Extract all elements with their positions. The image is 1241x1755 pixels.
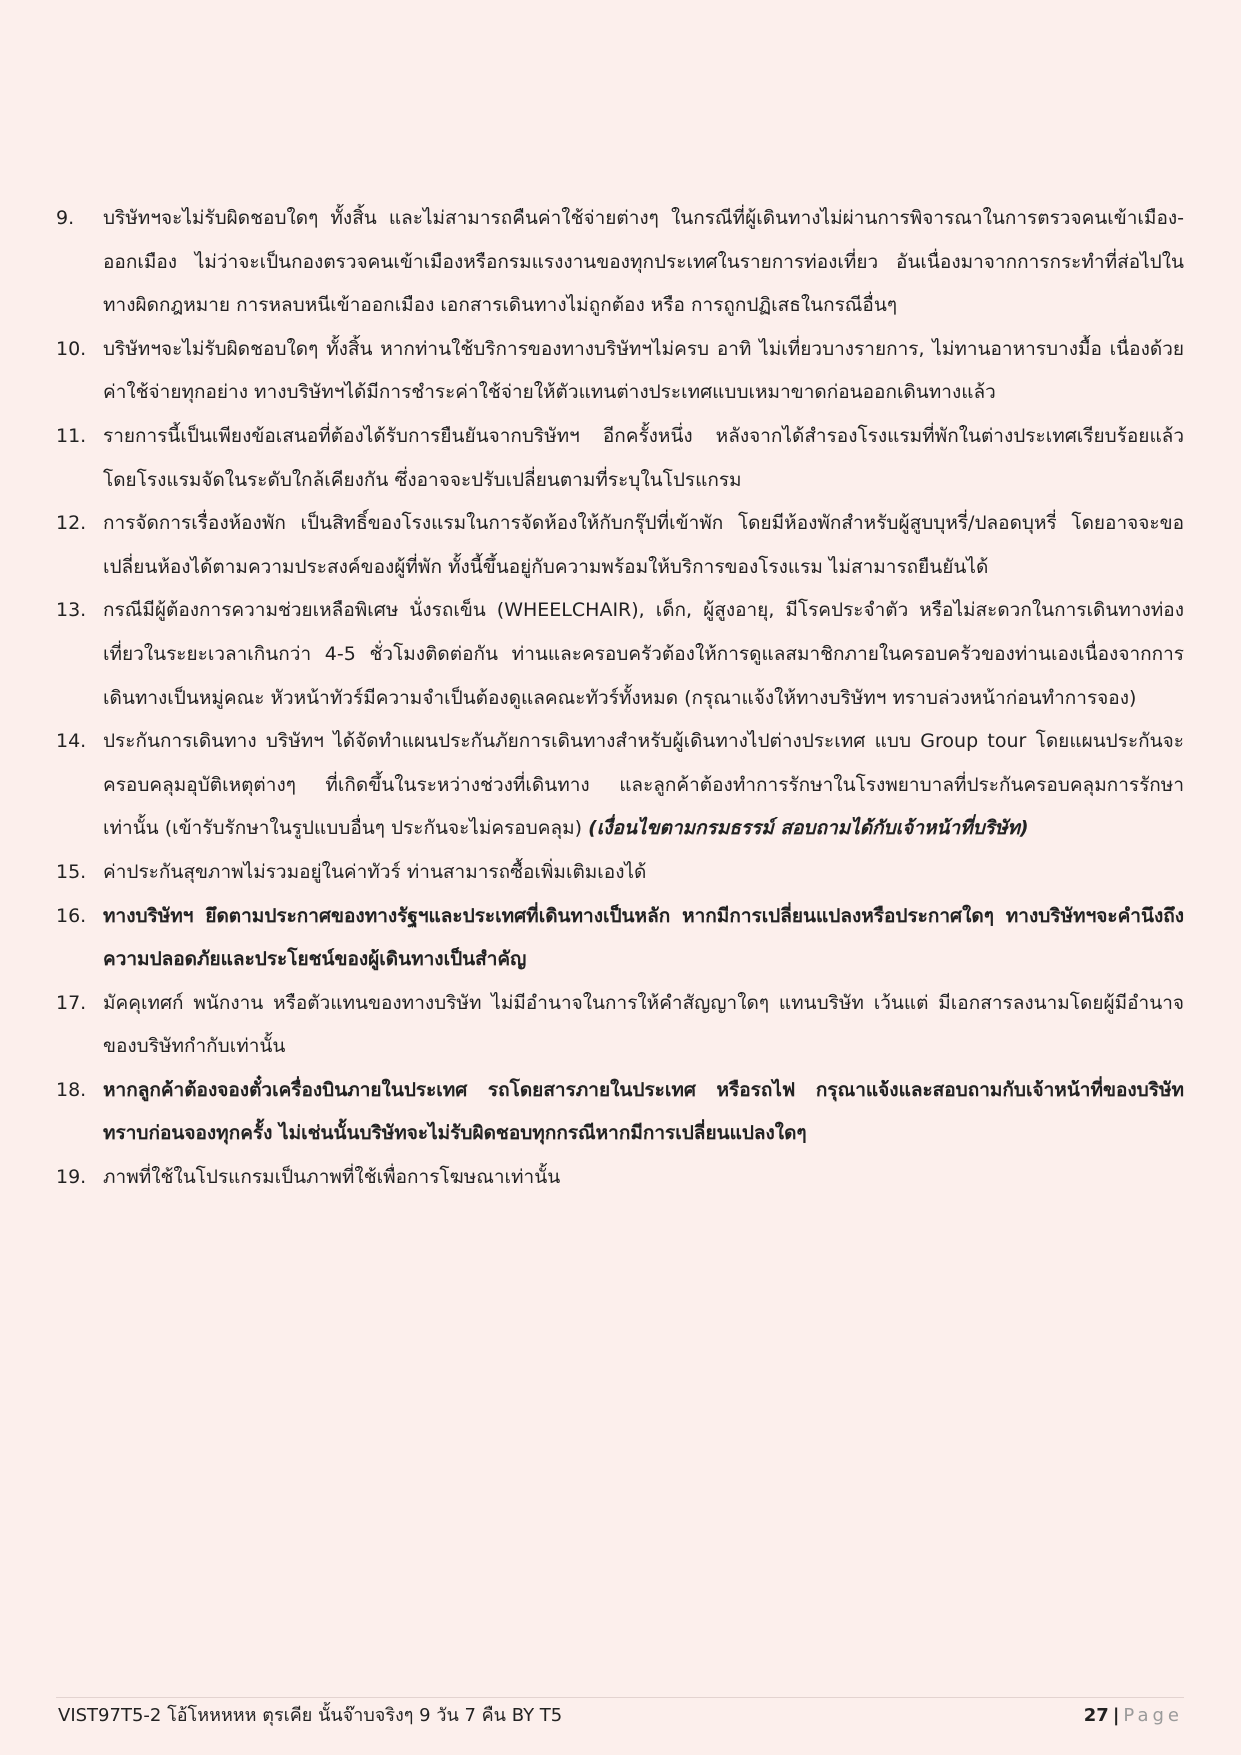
term-text: ค่าประกันสุขภาพไม่รวมอยู่ในค่าทัวร์ ท่านสามารถซื้อเพิ่มเติมเองได้ [103, 860, 647, 883]
term-item-11 [56, 415, 1184, 502]
term-number: 19. [56, 1166, 87, 1189]
term-number: 15. [56, 860, 87, 883]
term-text: รายการนี้เป็นเพียงข้อเสนอที่ต้องได้รับการยืนยันจากบริษัทฯ อีกครั้งหนึ่ง หลังจากได้สำรองโรงแรมที่พักในต่างประเทศเรียบร้อยแล้ว โดยโรงแรมจัดในระดับใกล้เคียงกัน ซึ่งอาจจะปรับเปลี่ยนตามที่ระบุในโปรแกรม [103, 424, 1184, 491]
term-number: 11. [56, 424, 87, 447]
term-item-13 [56, 589, 1184, 720]
term-item-18 [56, 1069, 1184, 1156]
term-number: 14. [56, 730, 87, 753]
term-text: ทางบริษัทฯ ยึดตามประกาศของทางรัฐฯและประเทศที่เดินทางเป็นหลัก หากมีการเปลี่ยนแปลงหรือประกาศใดๆ ทางบริษัทฯจะคำนึงถึงความปลอดภัยและประโยชน์ของผู้เดินทางเป็นสำคัญ [103, 904, 1184, 971]
term-number: 12. [56, 512, 87, 535]
term-note: (เงื่อนไขตามกรมธรรม์ สอบถามได้กับเจ้าหน้าที่บริษัท) [588, 817, 1029, 840]
footer-page-indicator [1084, 1704, 1183, 1728]
term-text: บริษัทฯจะไม่รับผิดชอบใดๆ ทั้งสิ้น หากท่านใช้บริการของทางบริษัทฯไม่ครบ อาทิ ไม่เที่ยวบางรายการ, ไม่ทานอาหารบางมื้อ เนื่องด้วยค่าใช้จ่ายทุกอย่าง ทางบริษัทฯได้มีการชำระค่าใช้จ่ายให้ตัวแทนต่างประเทศแบบเหมาขาดก่อนออกเดินทางแล้ว [103, 337, 1184, 404]
term-number: 18. [56, 1078, 87, 1101]
term-item-14 [56, 720, 1184, 851]
page-label: Page [1123, 1705, 1183, 1726]
term-text: หากลูกค้าต้องจองตั๋วเครื่องบินภายในประเทศ รถโดยสารภายในประเทศ หรือรถไฟ กรุณาแจ้งและสอบถามกับเจ้าหน้าที่ของบริษัททราบก่อนจองทุกครั้ง ไม่เช่นนั้นบริษัทจะไม่รับผิดชอบทุกกรณีหากมีการเปลี่ยนแปลงใดๆ [103, 1078, 1184, 1145]
term-number: 13. [56, 599, 87, 622]
term-item-19 [56, 1156, 1184, 1200]
term-number: 16. [56, 904, 87, 927]
term-item-16 [56, 895, 1184, 982]
page-separator: | [1112, 1705, 1120, 1726]
term-item-15 [56, 851, 1184, 895]
term-item-9 [56, 197, 1184, 328]
term-item-17 [56, 982, 1184, 1069]
term-text: การจัดการเรื่องห้องพัก เป็นสิทธิ์ของโรงแรมในการจัดห้องให้กับกรุ๊ปที่เข้าพัก โดยมีห้องพักสำหรับผู้สูบบุหรี่/ปลอดบุหรี่ โดยอาจจะขอเปลี่ยนห้องได้ตามความประสงค์ของผู้ที่พัก ทั้งนี้ขึ้นอยู่กับความพร้อมให้บริการของโรงแรม ไม่สามารถยืนยันได้ [103, 512, 1184, 578]
term-number: 10. [56, 337, 87, 360]
term-text: ภาพที่ใช้ในโปรแกรมเป็นภาพที่ใช้เพื่อการโฆษณาเท่านั้น [103, 1166, 561, 1189]
term-text: ประกันการเดินทาง บริษัทฯ ได้จัดทำแผนประกันภัยการเดินทางสำหรับผู้เดินทางไปต่างประเทศ แบบ Group tour โดยแผนประกันจะครอบคลุมอุบัติเหตุต่างๆ ที่เกิดขึ้นในระหว่างช่วงที่เดินทาง และลูกค้าต้องทำการรักษาในโรงพยาบาลที่ประกันครอบคลุมการรักษาเท่านั้น (เข้ารับรักษาในรูปแบบอื่นๆ ประกันจะไม่ครอบคลุม) [103, 730, 1184, 840]
footer-divider [56, 1697, 1184, 1698]
term-text: กรณีมีผู้ต้องการความช่วยเหลือพิเศษ นั่งรถเข็น (WHEELCHAIR), เด็ก, ผู้สูงอายุ, มีโรคประจำตัว หรือไม่สะดวกในการเดินทางท่องเที่ยวในระยะเวลาเกินกว่า 4-5 ชั่วโมงติดต่อกัน ท่านและครอบครัวต้องให้การดูแลสมาชิกภายในครอบครัวของท่านเองเนื่องจากการเดินทางเป็นหมู่คณะ หัวหน้าทัวร์มีความจำเป็นต้องดูแลคณะทัวร์ทั้งหมด (กรุณาแจ้งให้ทางบริษัทฯ ทราบล่วงหน้าก่อนทำการจอง) [103, 599, 1184, 709]
term-text: มัคคุเทศก์ พนักงาน หรือตัวแทนของทางบริษัท ไม่มีอำนาจในการให้คำสัญญาใดๆ แทนบริษัท เว้นแต่ มีเอกสารลงนามโดยผู้มีอำนาจของบริษัทกำกับเท่านั้น [103, 991, 1184, 1058]
term-number: 9. [56, 207, 75, 229]
footer-program-title: VIST97T5-2 โอ้โหหหหห ตุรเคีย นั้นจ๊าบจริงๆ 9 วัน 7 คืน BY T5 [58, 1705, 563, 1726]
term-text-container [103, 720, 1184, 851]
term-item-10 [56, 328, 1184, 415]
term-number: 17. [56, 991, 87, 1014]
term-item-12 [56, 502, 1184, 589]
terms-list [56, 197, 1184, 1200]
page-number: 27 [1083, 1705, 1109, 1726]
term-text: บริษัทฯจะไม่รับผิดชอบใดๆ ทั้งสิ้น และไม่สามารถคืนค่าใช้จ่ายต่างๆ ในกรณีที่ผู้เดินทางไม่ผ่านการพิจารณาในการตรวจคนเข้าเมือง-ออกเมือง ไม่ว่าจะเป็นกองตรวจคนเข้าเมืองหรือกรมแรงงานของทุกประเทศในรายการท่องเที่ยว อันเนื่องมาจากการกระทำที่ส่อไปในทางผิดกฎหมาย การหลบหนีเข้าออกเมือง เอกสารเดินทางไม่ถูกต้อง หรือ การถูกปฏิเสธในกรณีอื่นๆ [103, 207, 1184, 317]
